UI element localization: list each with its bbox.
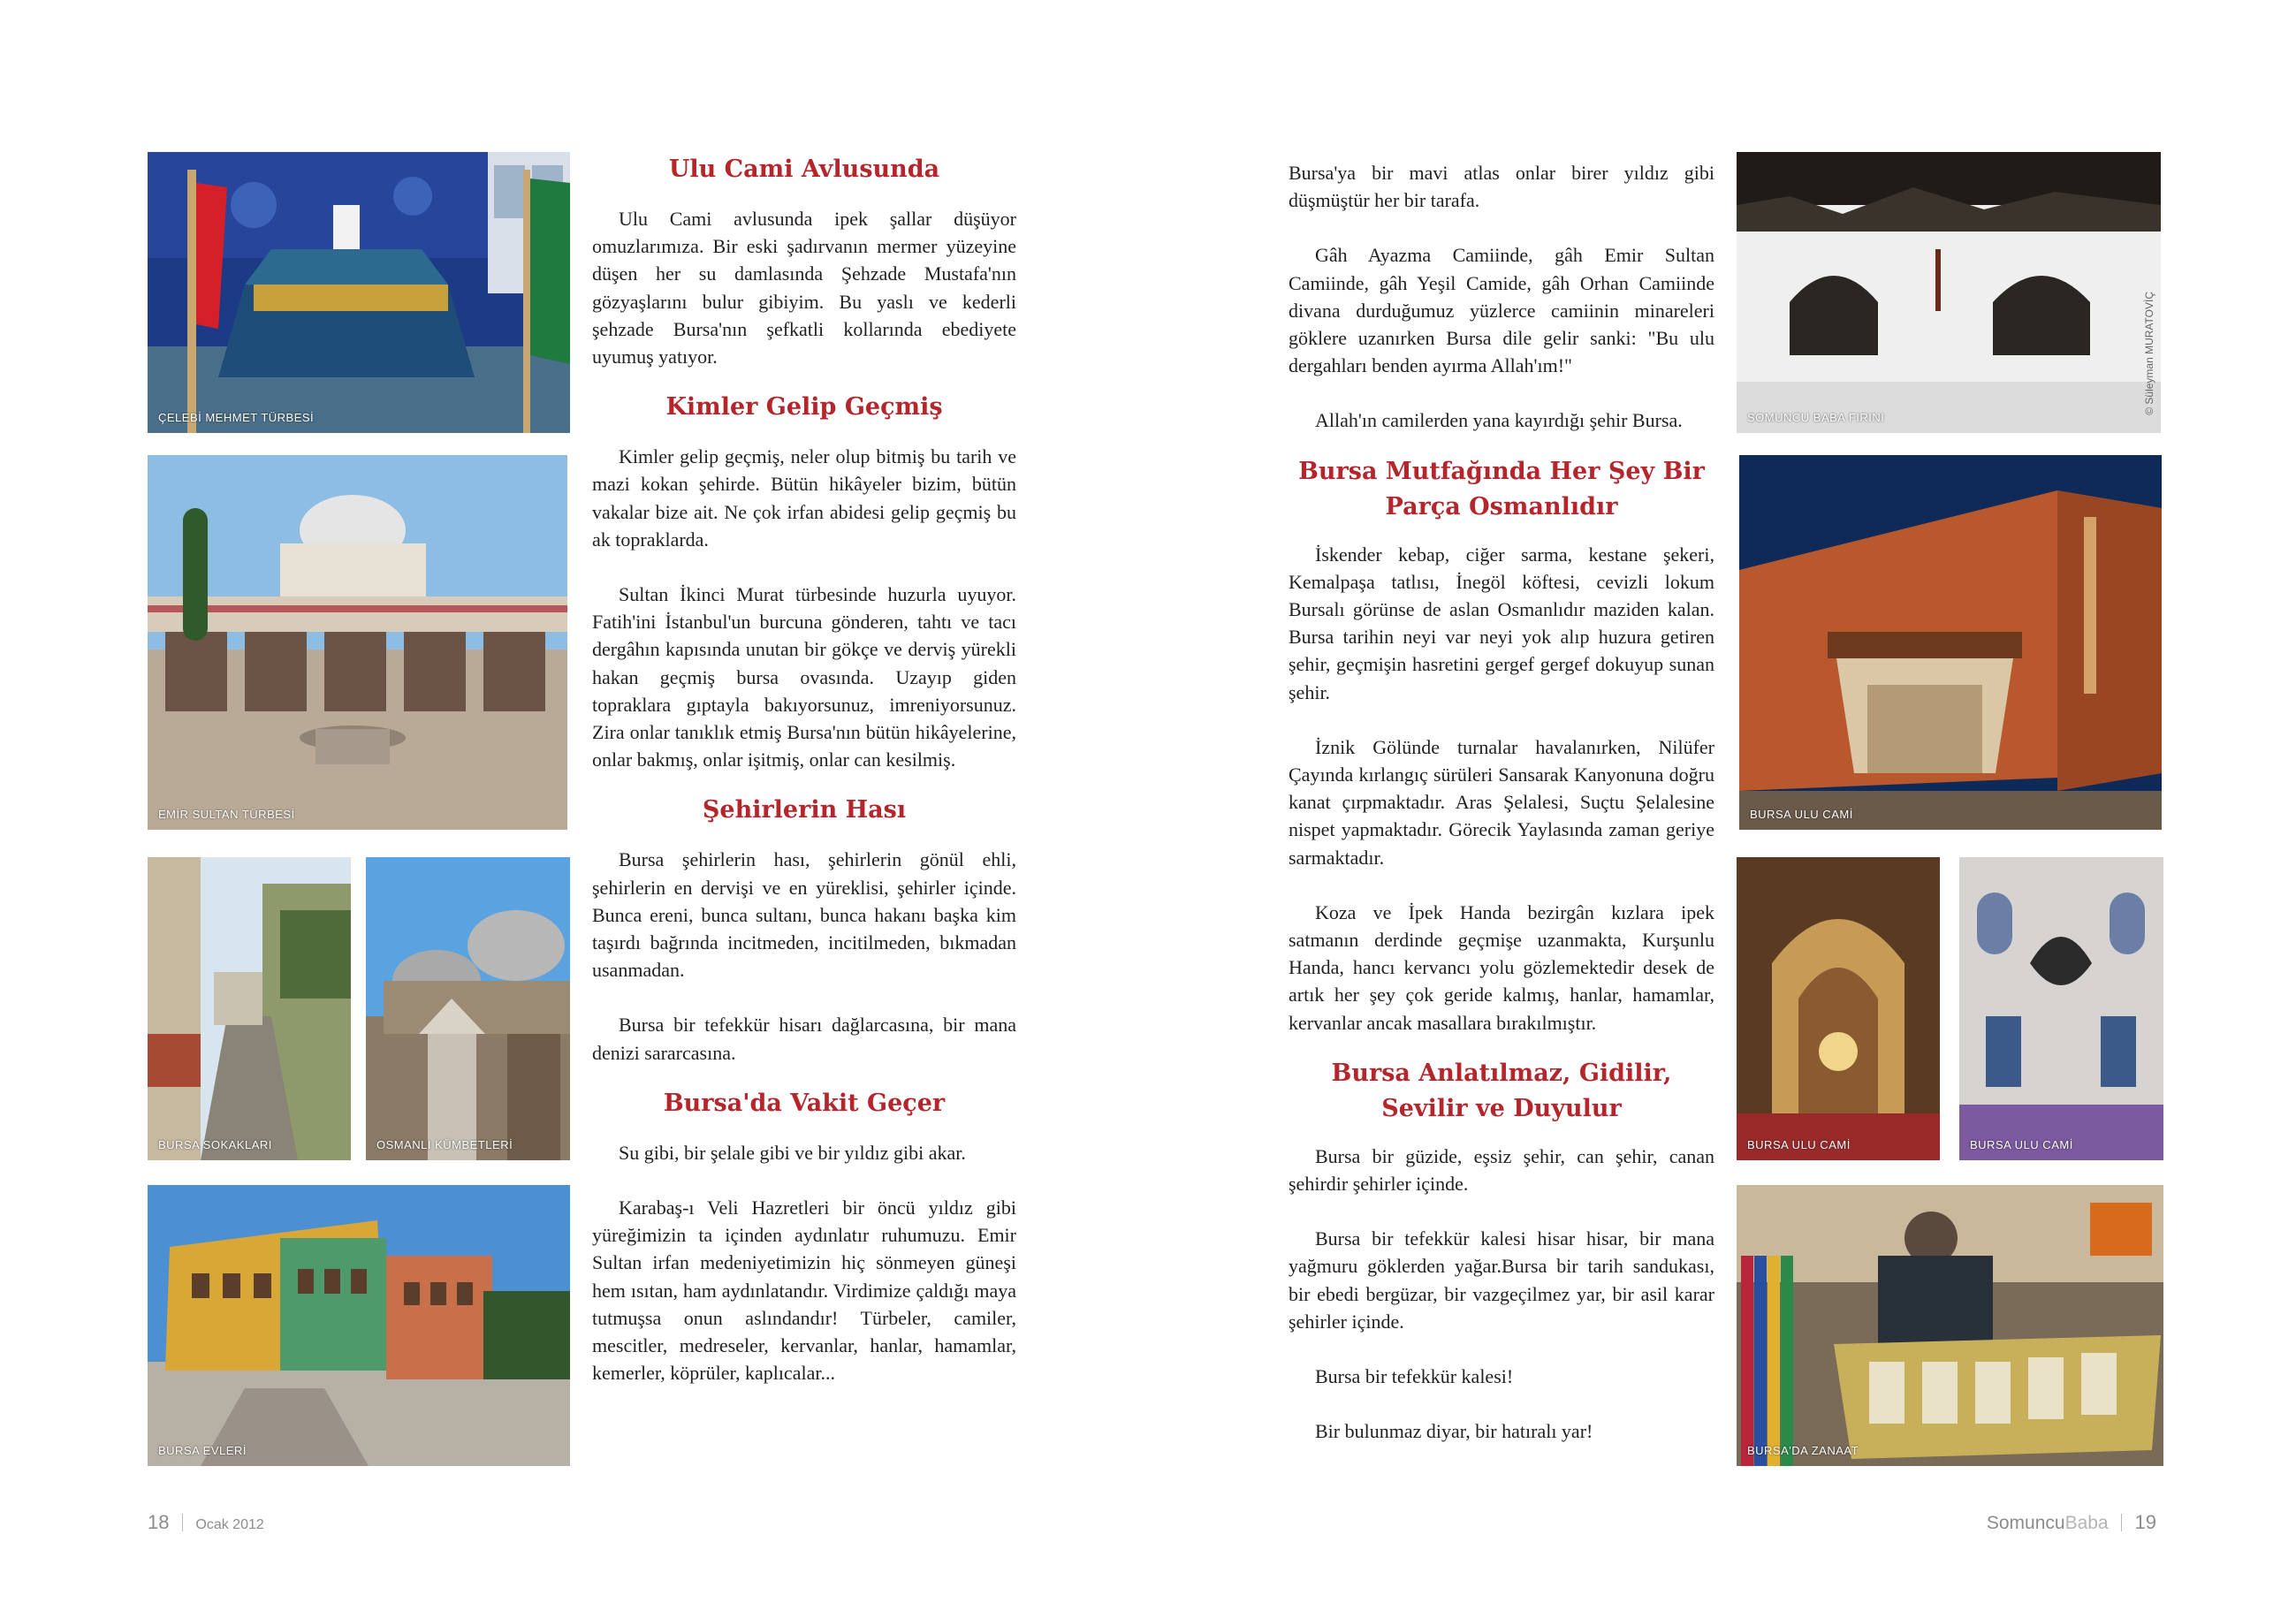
photo-caption: EMİR SULTAN TÜRBESİ bbox=[158, 808, 295, 821]
folio-divider bbox=[182, 1514, 183, 1531]
body-paragraph: Su gibi, bir şelale gibi ve bir yıldız gibi akar. bbox=[619, 1141, 966, 1164]
photo-celebi-mehmet-turbesi bbox=[148, 152, 570, 433]
body-paragraph: İznik Gölünde turnalar havalanırken, Nilüfer Çayında kırlangıç sürüleri Sansarak Kanyonuna doğru kanat çırpmaktadır. Aras Şelalesi, Suçtu Şelalesine nispet yapmaktadır. Görecik Yaylasında zaman geriye sarmaktadır. bbox=[1289, 735, 1714, 869]
body-paragraph: Bursa bir tefekkür kalesi hisar hisar, bir mana yağmuru göklerden yağar.Bursa bir tarih sandukası, bir ebedi bergüzar, bir vazgeçilmez yar, bir asil karar şehirler içinde. bbox=[1289, 1227, 1714, 1333]
photo-osmanli-kumbetleri bbox=[366, 857, 570, 1160]
photo-caption: BURSA ULU CAMİ bbox=[1747, 1138, 1851, 1151]
body-paragraph: Bursa şehirlerin hası, şehirlerin gönül ehli, şehirlerin en dervişi ve en yüreklisi, şehirler içinde. Bunca ereni, bunca sultanı, bunca hakanı başka kim taşırdı bağrında incitmeden, incitilmeden, bıkmadan usanmadan. bbox=[592, 848, 1016, 982]
body-paragraph: Bursa'ya bir mavi atlas onlar birer yıldız gibi düşmüştür her bir tarafa. bbox=[1289, 162, 1714, 212]
photo-emir-sultan-turbesi bbox=[148, 455, 567, 830]
right-text-column bbox=[1289, 159, 1714, 1446]
photo-credit: © Süleyman MURATOVİÇ bbox=[2143, 292, 2155, 415]
photo-caption: OSMANLI KÜMBETLERİ bbox=[376, 1138, 513, 1151]
photo-bursa-ulu-cami-interior-1 bbox=[1737, 857, 1940, 1160]
left-folio bbox=[148, 1511, 264, 1534]
photo-somuncu-baba-firini bbox=[1737, 152, 2161, 433]
body-paragraph: Kimler gelip geçmiş, neler olup bitmiş bu tarih ve mazi kokan şehirde. Bütün hikâyeler bizim, bütün vakalar bize ait. Ne çok irfan abidesi gelip geçmiş bu ak topraklarda. bbox=[592, 445, 1016, 551]
photo-caption: BURSA ULU CAMİ bbox=[1750, 808, 1853, 821]
section-heading: Bursa'da Vakit Geçer bbox=[663, 1089, 946, 1117]
body-paragraph: Bir bulunmaz diyar, bir hatıralı yar! bbox=[1315, 1420, 1593, 1443]
body-paragraph: Sultan İkinci Murat türbesinde huzurla uyuyor. Fatih'ini İstanbul'un burcuna gönderen, tahtı ve tacı dergâhın kapısında unutan bir gökçe ve derviş yürekli hakan geçmiş bursa ovasında. Uzayıp giden topraklara gıptayla bakıyorsunuz, imreniyorsunuz. Zira onlar tanıklık etmiş Bursa'nın bütün hikâyelerine, onlar bakmış, onlar işitmiş, onlar can kesilmiş. bbox=[592, 583, 1016, 771]
body-paragraph: Bursa bir tefekkür kalesi! bbox=[1315, 1365, 1514, 1388]
photo-bursa-sokaklari bbox=[148, 857, 351, 1160]
section-heading: Kimler Gelip Geçmiş bbox=[665, 393, 943, 422]
photo-bursa-ulu-cami-exterior bbox=[1739, 455, 2162, 830]
section-heading: Bursa Anlatılmaz, Gidilir, Sevilir ve Duyulur bbox=[1331, 1059, 1672, 1122]
body-paragraph: Ulu Cami avlusunda ipek şallar düşüyor omuzlarımıza. Bir eski şadırvanın mermer yüzeyine düşen her su damlasında Şehzade Mustafa'nın gözyaşlarını bulur gibiyim. Bu yaslı ve kederli şehzade Bursa'nın şefkatli kollarında ebediyete uyumuş yatıyor. bbox=[592, 208, 1016, 368]
page-number: 19 bbox=[2134, 1511, 2156, 1533]
page-number: 18 bbox=[148, 1511, 170, 1533]
photo-caption: BURSA SOKAKLARI bbox=[158, 1138, 272, 1151]
body-paragraph: Karabaş-ı Veli Hazretleri bir öncü yıldız gibi yüreğimizin ta içinden aydınlatır ruhumuzu. Emir Sultan irfan medeniyetimizin hiç sönmeyen güneşi hem ısıtan, ham aydınlatandır. Virdimize çaldığı maya tutmuşsa onun aslındandır! Türbeler, camiler, mescitler, medreseler, kervanlar, hanlar, hamamlar, kemerler, köprüler, kaplıcalar... bbox=[592, 1196, 1016, 1385]
left-text-column bbox=[592, 152, 1016, 1387]
body-paragraph: İskender kebap, ciğer sarma, kestane şekeri, Kemalpaşa tatlısı, İnegöl köftesi, cevizli lokum Bursalı görünse de aslan Osmanlıdır maziden kalan. Bursa tarihin neyi var neyi yok alıp huzura getiren şehir, geçmişin hasretini gergef gergef dokuyup sunan şehir. bbox=[1289, 543, 1714, 703]
photo-caption: BURSA ULU CAMİ bbox=[1970, 1138, 2073, 1151]
body-paragraph: Gâh Ayazma Camiinde, gâh Emir Sultan Camiinde, gâh Yeşil Camide, gâh Orhan Camiinde divana durduğumuz yüzlerce camiinin minareleri göklere uzanırken Bursa dile gelir sanki: "Bu ulu dergahları benden ayırma Allah'ım!" bbox=[1289, 244, 1714, 377]
folio-divider bbox=[2121, 1514, 2122, 1531]
body-paragraph: Koza ve İpek Handa bezirgân kızlara ipek satmanın derdinde geçmişe uzanmakta, Kurşunlu Handa, hancı kervancı yolu gözlemektedir desek de artık her şey çok geride kalmış, hanlar, hamamlar, kervanlar ancak masallara bırakılmıştır. bbox=[1289, 900, 1714, 1034]
body-paragraph: Bursa bir güzide, eşsiz şehir, can şehir, canan şehirdir şehirler içinde. bbox=[1289, 1144, 1714, 1196]
section-heading: Ulu Cami Avlusunda bbox=[668, 156, 940, 183]
brand-name: SomuncuBaba bbox=[1986, 1513, 2109, 1533]
photo-caption: ÇELEBİ MEHMET TÜRBESİ bbox=[158, 411, 315, 424]
photo-bursada-zanaat bbox=[1737, 1185, 2163, 1466]
photo-caption: BURSA'DA ZANAAT bbox=[1747, 1444, 1859, 1457]
body-paragraph: Allah'ın camilerden yana kayırdığı şehir Bursa. bbox=[1315, 409, 1683, 432]
section-heading: Bursa Mutfağında Her Şey Bir Parça Osmanlıdır bbox=[1298, 457, 1705, 520]
right-folio bbox=[1987, 1511, 2156, 1534]
issue-date: Ocak 2012 bbox=[195, 1517, 264, 1532]
photo-caption: SOMUNCU BABA FIRINI bbox=[1747, 411, 1885, 424]
photo-bursa-evleri bbox=[148, 1185, 570, 1466]
body-paragraph: Bursa bir tefekkür hisarı dağlarcasına, bir mana denizi sararcasına. bbox=[592, 1014, 1016, 1064]
section-heading: Şehirlerin Hası bbox=[702, 796, 907, 824]
photo-bursa-ulu-cami-interior-2 bbox=[1959, 857, 2163, 1160]
photo-caption: BURSA EVLERİ bbox=[158, 1444, 247, 1457]
